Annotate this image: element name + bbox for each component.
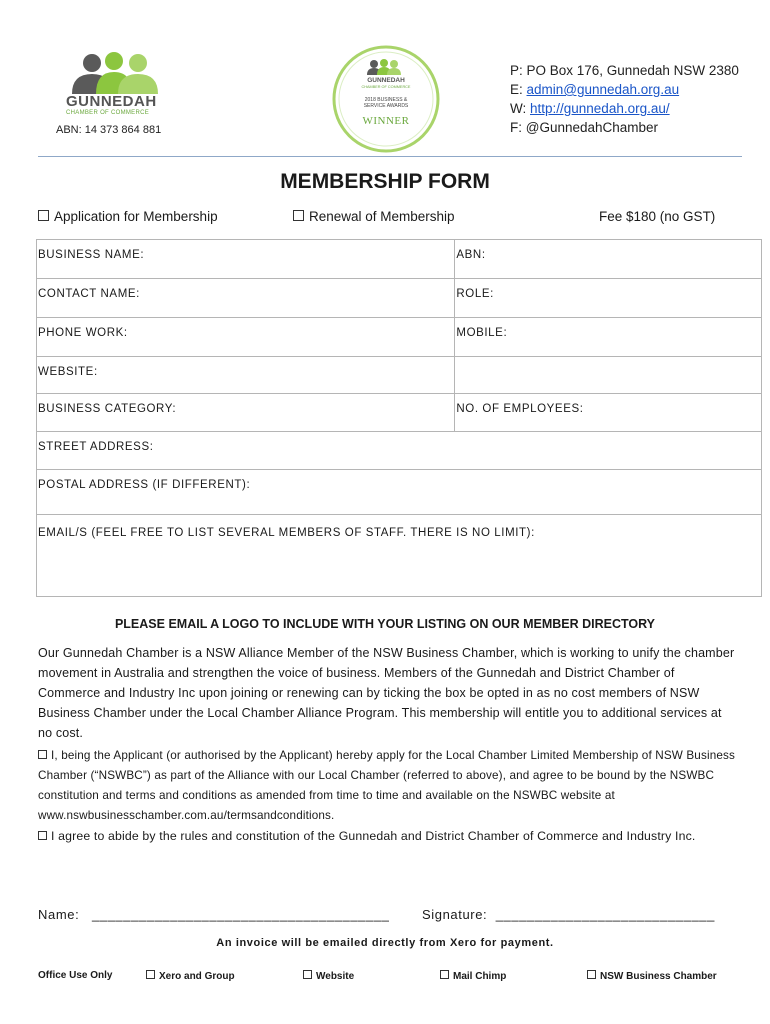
business-category-field[interactable]: BUSINESS CATEGORY: xyxy=(37,394,455,432)
renewal-checkbox[interactable] xyxy=(293,210,304,221)
contact-name-field[interactable]: CONTACT NAME: xyxy=(37,279,455,318)
award-org-sub: CHAMBER OF COMMERCE xyxy=(361,85,411,89)
nswbc-declaration: I, being the Applicant (or authorised by the Applicant) hereby apply for the Local Chamber Limited Membership of NSW Business Chamber (“NSWBC”) as part of the Alliance with our Local Chamber (referred to above), and agree to be bound by the NSWBC constitution and terms and conditions as amended from time to time and available on the NSWBC website at www.nswbusinesschamber.com.au/termsandconditions. xyxy=(38,749,735,822)
header-divider xyxy=(38,156,742,157)
email-line: E: admin@gunnedah.org.au xyxy=(510,82,680,97)
business-name-field[interactable]: BUSINESS NAME: xyxy=(37,240,455,279)
logo-name: GUNNEDAH xyxy=(66,93,157,110)
office-mailchimp[interactable]: Mail Chimp xyxy=(440,970,506,982)
mailchimp-checkbox[interactable] xyxy=(440,970,449,979)
application-checkbox[interactable] xyxy=(38,210,49,221)
name-line[interactable]: Name: ______________________________________ xyxy=(38,907,390,922)
nswbc-checkbox[interactable] xyxy=(38,750,47,759)
abn-field[interactable]: ABN: xyxy=(455,240,762,279)
postal-address: P: PO Box 176, Gunnedah NSW 2380 xyxy=(510,63,739,78)
award-org: GUNNEDAH xyxy=(367,77,405,84)
facebook-handle: F: @GunnedahChamber xyxy=(510,120,659,135)
logo-subtitle: CHAMBER OF COMMERCE xyxy=(66,110,150,116)
email-link[interactable]: admin@gunnedah.org.au xyxy=(526,82,680,97)
logo-request-heading: PLEASE EMAIL A LOGO TO INCLUDE WITH YOUR LISTING ON OUR MEMBER DIRECTORY xyxy=(114,617,656,631)
signature-line[interactable]: Signature: ____________________________ xyxy=(422,907,715,922)
rules-declaration: I agree to abide by the rules and constitution of the Gunnedah and District Chamber of Commerce and Industry Inc. xyxy=(38,829,738,844)
office-nswbc[interactable]: NSW Business Chamber xyxy=(587,970,717,982)
website-link[interactable]: http://gunnedah.org.au/ xyxy=(530,101,670,116)
award-badge xyxy=(330,43,442,155)
website-field[interactable]: WEBSITE: xyxy=(37,357,455,394)
website-blank-cell xyxy=(455,357,762,394)
form-title: MEMBERSHIP FORM xyxy=(280,170,490,193)
website-checkbox[interactable] xyxy=(303,970,312,979)
emails-field[interactable]: EMAIL/S (FEEL FREE TO LIST SEVERAL MEMBERS OF STAFF. THERE IS NO LIMIT): xyxy=(37,515,762,597)
role-field[interactable]: ROLE: xyxy=(455,279,762,318)
award-line-1: 2018 BUSINESS & xyxy=(364,97,408,103)
people-icon xyxy=(66,52,166,96)
street-address-field[interactable]: STREET ADDRESS: xyxy=(37,432,762,470)
option-renewal[interactable]: Renewal of Membership xyxy=(293,209,455,224)
office-use-label: Office Use Only xyxy=(38,970,113,981)
membership-fee: Fee $180 (no GST) xyxy=(599,209,716,224)
invoice-note: An invoice will be emailed directly from Xero for payment. xyxy=(216,937,554,949)
award-line-2: SERVICE AWARDS xyxy=(363,103,409,109)
alliance-paragraph: Our Gunnedah Chamber is a NSW Alliance Member of the NSW Business Chamber, which is working to unify the chamber movement in Australia and strengthen the voice of business. Members of the Gunnedah and District Chamber of Commerce and Industry Inc upon joining or renewing can by ticking the box be opted in as no cost members of NSW Business Chamber under the Local Chamber Alliance Program. This membership will entitle you to additional services at no cost. xyxy=(38,646,735,740)
logo-wordmark xyxy=(66,93,176,116)
office-website[interactable]: Website xyxy=(303,970,354,982)
office-xero[interactable]: Xero and Group xyxy=(146,970,235,982)
contact-block xyxy=(510,61,739,137)
phone-work-field[interactable]: PHONE WORK: xyxy=(37,318,455,357)
employees-field[interactable]: NO. OF EMPLOYEES: xyxy=(455,394,762,432)
web-line: W: http://gunnedah.org.au/ xyxy=(510,101,670,116)
xero-checkbox[interactable] xyxy=(146,970,155,979)
name-underline[interactable]: ______________________________________ xyxy=(91,907,390,922)
mobile-field[interactable]: MOBILE: xyxy=(455,318,762,357)
signature-underline[interactable]: ____________________________ xyxy=(495,907,715,922)
rules-checkbox[interactable] xyxy=(38,831,47,840)
nswbc-office-checkbox[interactable] xyxy=(587,970,596,979)
award-winner: WINNER xyxy=(362,115,410,127)
postal-address-field[interactable]: POSTAL ADDRESS (IF DIFFERENT): xyxy=(37,470,762,515)
chamber-abn: ABN: 14 373 864 881 xyxy=(56,124,162,136)
membership-details-table xyxy=(36,239,762,597)
option-application[interactable]: Application for Membership xyxy=(38,209,218,224)
